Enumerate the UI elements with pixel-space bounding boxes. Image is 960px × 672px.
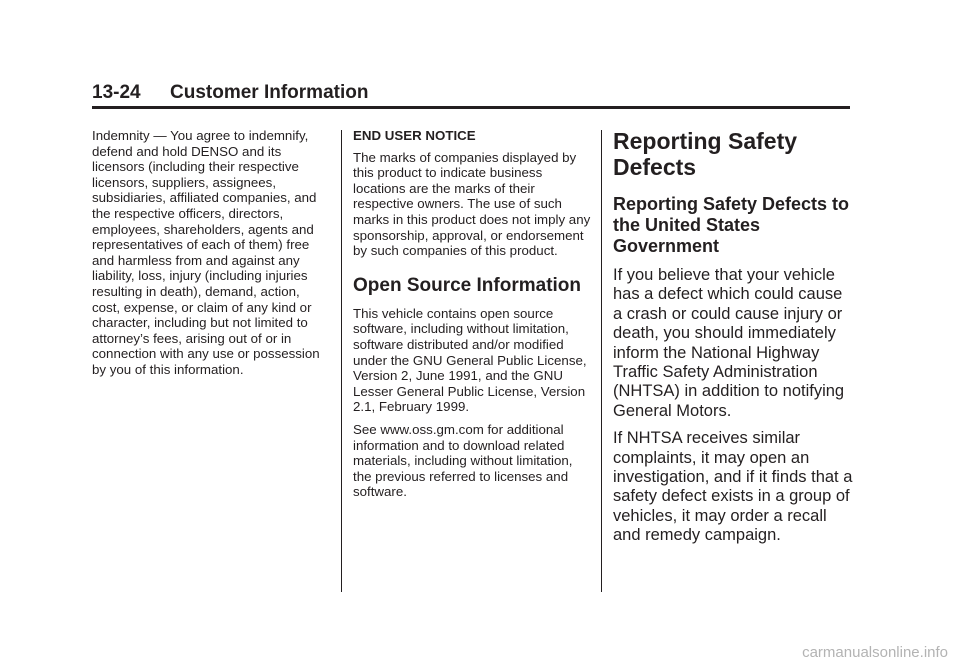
reporting-safety-defects-heading: Reporting Safety Defects — [613, 128, 798, 180]
open-source-paragraph: This vehicle contains open source software, including without limitation, software distributed and/or modified under the GNU General Public License, Version 2, June 1991, and the GNU Lesser General Public License, Version 2.1, February 1999. — [353, 305, 587, 415]
safety-paragraph: If you believe that your vehicle has a defect which could cause a crash or could cause injury or death, you should immediately inform the National Highway Traffic Safety Administration (NHTSA) in addition to notifying General Motors. — [613, 266, 845, 420]
column-middle — [353, 128, 593, 500]
reporting-to-government-heading: Reporting Safety Defects to the United States Government — [613, 194, 850, 256]
column-divider — [601, 130, 602, 592]
open-source-heading: Open Source Information — [353, 274, 582, 296]
watermark: carmanualsonline.info — [802, 644, 948, 661]
column-divider — [341, 130, 342, 592]
end-user-notice-heading: END USER NOTICE — [353, 128, 476, 143]
column-right — [613, 128, 853, 546]
page-number: 13-24 — [92, 82, 141, 103]
end-user-notice-text: The marks of companies displayed by this product to indicate business locations are the marks of their respective owners. The use of such marks in this product does not imply any sponsorship, approval, or endorsement by such companies of this product. — [353, 149, 591, 259]
safety-paragraph: If NHTSA receives similar complaints, it may open an investigation, and if it finds that a safety defect exists in a group of vehicles, it may order a recall and remedy campaign. — [613, 429, 853, 545]
column-left — [92, 128, 330, 378]
page-header — [92, 80, 850, 109]
indemnity-paragraph: Indemnity — You agree to indemnify, defend and hold DENSO and its licensors (including their respective licensors, suppliers, assignees, subsidiaries, affiliated companies, and the respective officers, directors, employees, shareholders, agents and representatives of each of them) free and harmless from and against any liability, loss, injury (including injuries resulting in death), demand, action, cost, expense, or claim of any kind or character, including but not limited to attorney’s fees, arising out of or in connection with any use or possession by you of this information. — [92, 128, 320, 377]
open-source-paragraph: See www.oss.gm.com for additional information and to download related materials, including without limitation, the previous referred to licenses and software. — [353, 421, 573, 500]
section-title: Customer Information — [170, 82, 369, 103]
